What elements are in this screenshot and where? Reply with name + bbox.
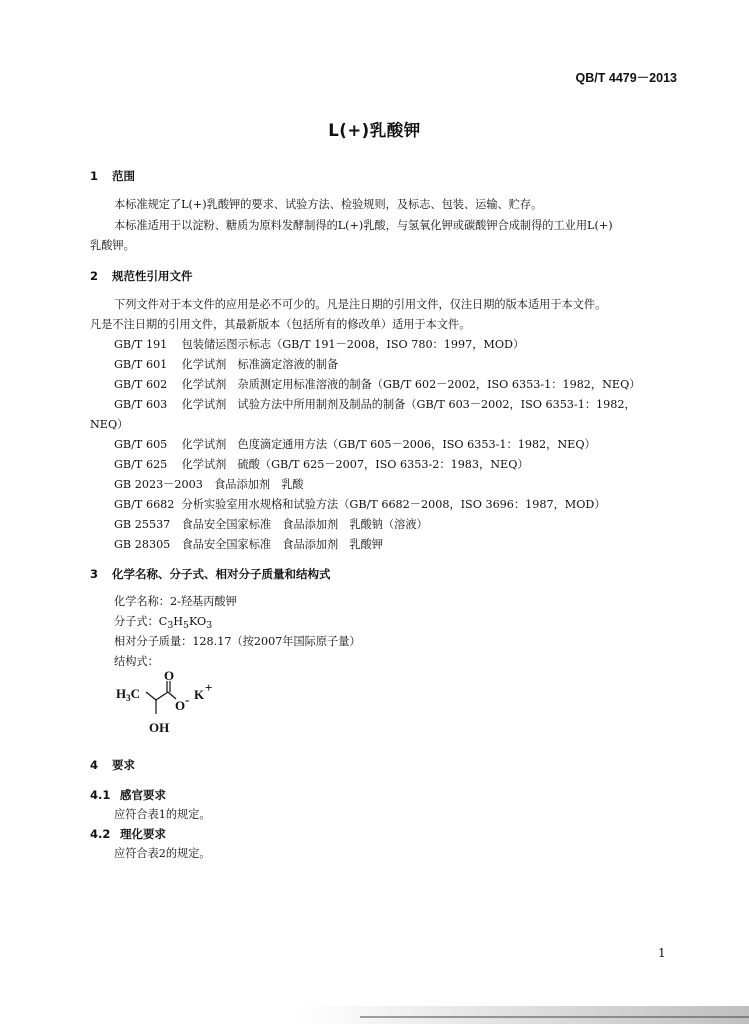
reference-code: GB/T 191 xyxy=(114,338,168,351)
section-2-heading xyxy=(90,268,193,284)
reference-title: 化学试剂 标准滴定溶液的制备 xyxy=(181,358,339,371)
reference-title: 化学试剂 色度滴定通用方法（GB/T 605－2006，ISO 6353-1：1982，NEQ） xyxy=(181,438,596,451)
reference-code: GB 25537 xyxy=(114,518,171,531)
structure-label: 结构式： xyxy=(114,655,159,668)
reference-item xyxy=(114,356,338,372)
standard-number: QB/T 4479－2013 xyxy=(575,71,677,85)
formula-part: H xyxy=(173,615,184,628)
reference-title: 化学试剂 杂质测定用标准溶液的制备（GB/T 602－2002，ISO 6353-1：1982，NEQ） xyxy=(181,378,641,391)
page-title: L(+)乳酸钾 xyxy=(328,121,421,140)
reference-item xyxy=(114,476,304,492)
subsection-4-2-heading xyxy=(90,826,166,842)
reference-item xyxy=(114,396,636,412)
references-intro-line-1: 下列文件对于本文件的应用是必不可少的。凡是注日期的引用文件，仅注日期的版本适用于本文件。 xyxy=(114,298,607,311)
reference-item xyxy=(114,516,428,532)
section-number: 3 xyxy=(90,567,99,581)
section-title: 范围 xyxy=(112,169,135,183)
reference-title: 食品安全国家标准 食品添加剂 乳酸钾 xyxy=(181,538,383,551)
subsection-number: 4.1 xyxy=(90,788,111,802)
section-title: 要求 xyxy=(112,758,135,772)
reference-title: 包装储运图示标志（GB/T 191－2008，ISO 780：1997，MOD） xyxy=(181,338,525,351)
reference-continuation: NEQ） xyxy=(90,418,129,431)
section-number: 1 xyxy=(90,169,99,183)
molecular-formula xyxy=(114,613,212,631)
reference-item xyxy=(114,336,524,352)
scope-paragraph-2-line-2: 乳酸钾。 xyxy=(90,239,135,252)
positive-charge: + xyxy=(205,680,213,695)
section-4-heading xyxy=(90,757,135,773)
carbonyl-oxygen: O xyxy=(164,668,175,683)
section-1-heading xyxy=(90,168,135,184)
page-number: 1 xyxy=(658,946,666,960)
reference-code: GB/T 601 xyxy=(114,358,168,371)
physicochemical-requirements-text: 应符合表2的规定。 xyxy=(114,847,211,860)
reference-title: 化学试剂 试验方法中所用制剂及制品的制备（GB/T 603－2002，ISO 6353-1：1982， xyxy=(181,398,636,411)
methyl-group: $H_3C$ xyxy=(116,686,141,703)
reference-title: 食品安全国家标准 食品添加剂 乳酸钠（溶液） xyxy=(181,518,428,531)
molecular-mass: 相对分子质量：128.17（按2007年国际原子量） xyxy=(114,635,361,648)
potassium-ion: K xyxy=(194,687,205,702)
scope-paragraph-2-line-1: 本标准适用于以淀粉、糖质为原料发酵制得的L(+)乳酸，与氢氧化钾或碳酸钾合成制得的工业用L(+) xyxy=(114,219,613,232)
subsection-title: 理化要求 xyxy=(120,827,166,841)
subsection-number: 4.2 xyxy=(90,827,111,841)
references-intro-line-2: 凡是不注日期的引用文件，其最新版本（包括所有的修改单）适用于本文件。 xyxy=(90,318,471,331)
formula-label: 分子式：C xyxy=(114,615,168,628)
reference-code: GB/T 602 xyxy=(114,378,168,391)
subsection-title: 感官要求 xyxy=(120,788,166,802)
scope-paragraph-1: 本标准规定了L(+)乳酸钾的要求、试验方法、检验规则，及标志、包装、运输、贮存。 xyxy=(114,198,543,211)
reference-item xyxy=(114,376,640,392)
formula-part: KO xyxy=(188,615,207,628)
bond xyxy=(146,692,156,700)
reference-title: 化学试剂 硫酸（GB/T 625－2007，ISO 6353-2：1983，NEQ） xyxy=(181,458,529,471)
reference-title: 食品添加剂 乳酸 xyxy=(214,478,304,491)
subsection-4-1-heading xyxy=(90,787,166,803)
reference-code: GB/T 603 xyxy=(114,398,168,411)
reference-code: GB 2023－2003 xyxy=(114,478,203,491)
reference-item xyxy=(114,456,529,472)
section-number: 4 xyxy=(90,758,99,772)
formula-subscript: 3 xyxy=(167,620,174,632)
section-number: 2 xyxy=(90,269,99,283)
hydroxyl-group: OH xyxy=(149,720,170,735)
formula-subscript: 5 xyxy=(183,620,189,632)
formula-subscript: 3 xyxy=(206,620,213,632)
reference-code: GB 28305 xyxy=(114,538,171,551)
scan-edge-line xyxy=(360,1016,749,1018)
reference-title: 分析实验室用水规格和试验方法（GB/T 6682－2008，ISO 3696：1987，MOD） xyxy=(181,498,606,511)
bond xyxy=(156,692,168,700)
structural-formula-drawing xyxy=(112,668,222,739)
structural-formula xyxy=(112,668,222,739)
reference-code: GB/T 625 xyxy=(114,458,168,471)
section-title: 规范性引用文件 xyxy=(112,269,193,283)
section-title: 化学名称、分子式、相对分子质量和结构式 xyxy=(112,567,331,581)
carboxylate-oxygen: O xyxy=(175,698,186,713)
section-3-heading xyxy=(90,566,331,582)
negative-charge: - xyxy=(185,692,190,707)
chemical-name: 化学名称：2-羟基丙酸钾 xyxy=(114,595,237,608)
reference-code: GB/T 6682 xyxy=(114,498,175,511)
reference-item xyxy=(114,536,383,552)
scan-edge-shadow xyxy=(0,1006,749,1024)
sensory-requirements-text: 应符合表1的规定。 xyxy=(114,808,211,821)
reference-item xyxy=(114,496,606,512)
reference-item xyxy=(114,436,596,452)
reference-code: GB/T 605 xyxy=(114,438,168,451)
